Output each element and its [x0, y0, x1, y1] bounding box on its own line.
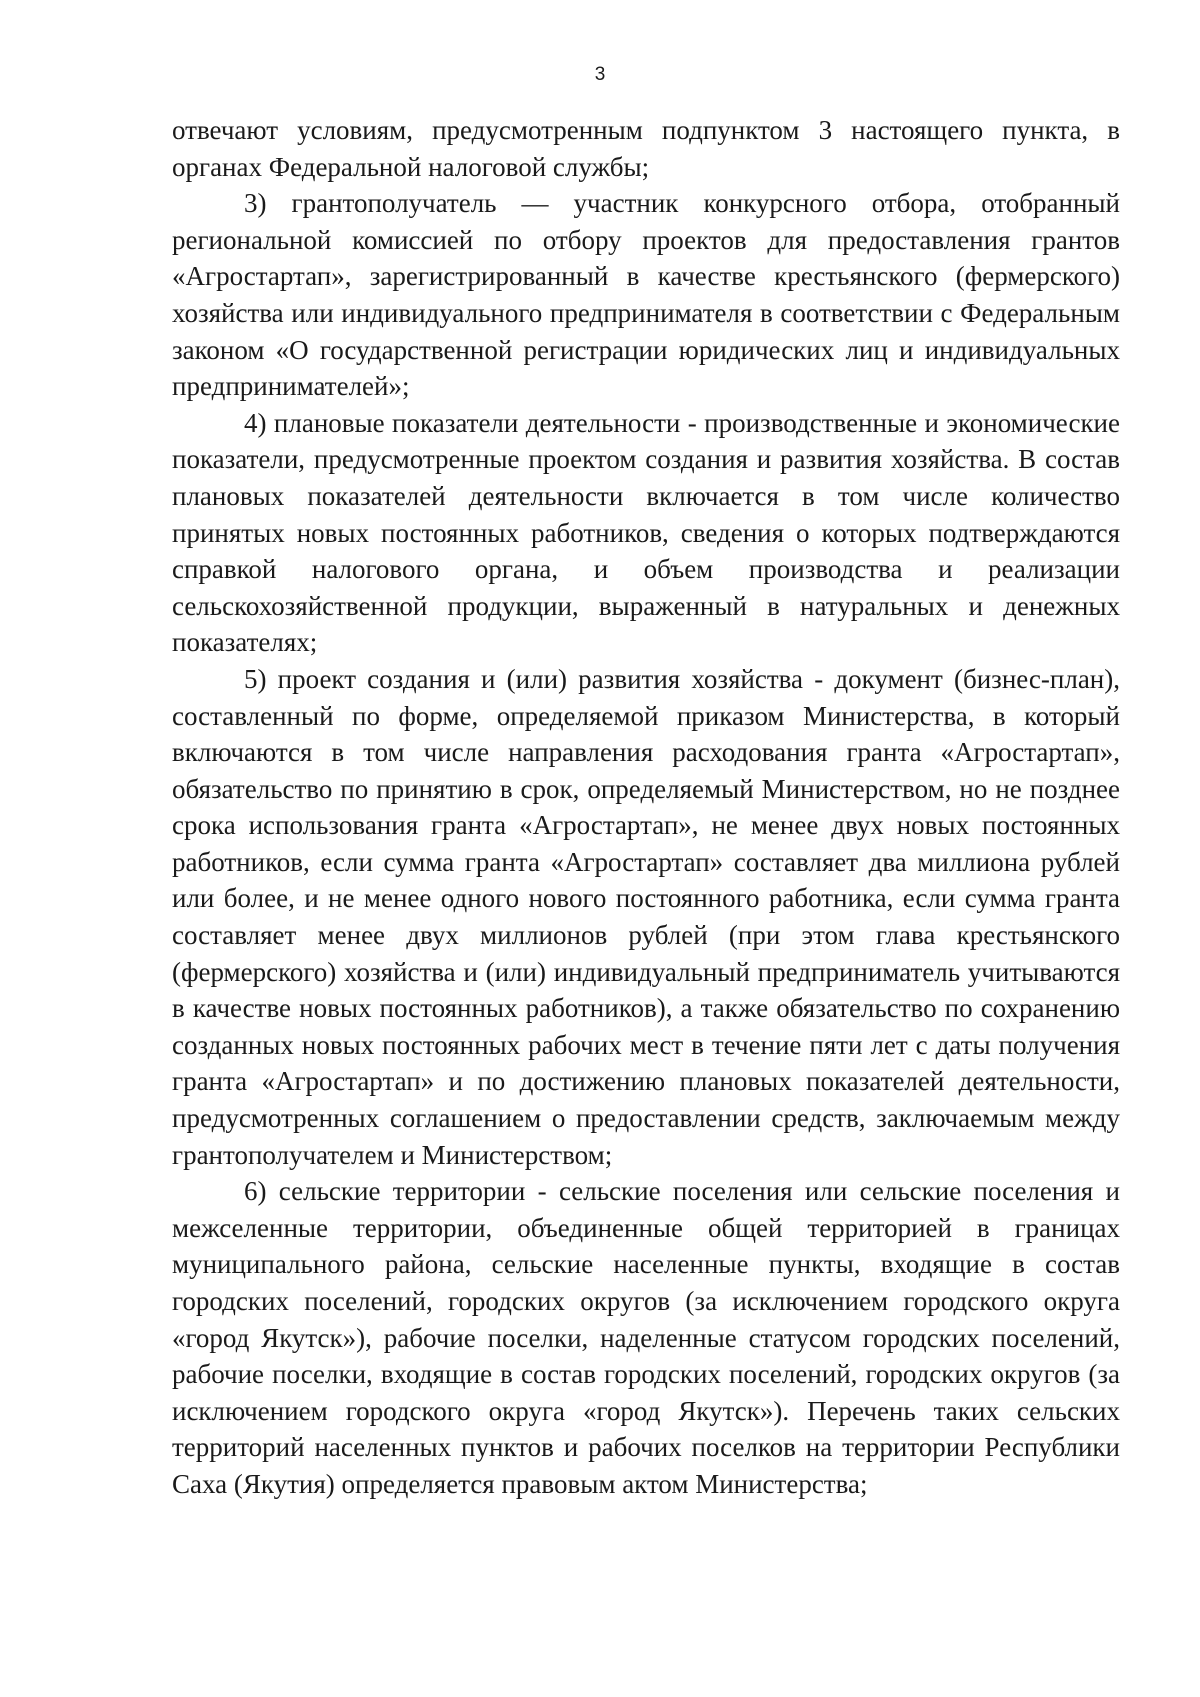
paragraph-item-5: 5) проект создания и (или) развития хозяйства - документ (бизнес-план), составленный по форме, определяемой приказом Министерства, в который включаются в том числе направления расходования гранта «Агростартап», обязательство по принятию в срок, определяемый Министерством, но не позднее срока использования гранта «Агростартап», не менее двух новых постоянных работников, если сумма гранта «Агростартап» составляет два миллиона рублей или более, и не менее одного нового постоянного работника, если сумма гранта составляет менее двух миллионов рублей (при этом глава крестьянского (фермерского) хозяйства и (или) индивидуальный предприниматель учитываются в качестве новых постоянных работников), а также обязательство по сохранению созданных новых постоянных рабочих мест в течение пяти лет с даты получения гранта «Агростартап» и по достижению плановых показателей деятельности, предусмотренных соглашением о предоставлении средств, заключаемым между грантополучателем и Министерством; [172, 663, 1120, 1170]
paragraph-item-3: 3) грантополучатель — участник конкурсного отбора, отобранный региональной комиссией по отбору проектов для предоставления грантов «Агростартап», зарегистрированный в качестве крестьянского (фермерского) хозяйства или индивидуального предпринимателя в соответствии с Федеральным законом «О государственной регистрации юридических лиц и индивидуальных предпринимателей»; [172, 188, 1120, 402]
paragraph-continuation: отвечают условиям, предусмотренным подпунктом 3 настоящего пункта, в органах Федеральной налоговой службы; [172, 115, 1120, 182]
paragraph-item-6: 6) сельские территории - сельские поселения или сельские поселения и межселенные территории, объединенные общей территорией в границах муниципального района, сельские населенные пункты, входящие в состав городских поселений, городских округов (за исключением городского округа «город Якутск»), рабочие поселки, наделенные статусом городских поселений, рабочие поселки, входящие в состав городских поселений, городских округов (за исключением городского округа «город Якутск»). Перечень таких сельских территорий населенных пунктов и рабочих поселков на территории Республики Саха (Якутия) определяется правовым актом Министерства; [172, 1176, 1120, 1499]
document-body [172, 112, 1120, 1503]
paragraph-item-4: 4) плановые показатели деятельности - производственные и экономические показатели, предусмотренные проектом создания и развития хозяйства. В состав плановых показателей деятельности включается в том числе количество принятых новых постоянных работников, сведения о которых подтверждаются справкой налогового органа, и объем производства и реализации сельскохозяйственной продукции, выраженный в натуральных и денежных показателях; [172, 407, 1120, 658]
page-number: 3 [594, 64, 606, 85]
